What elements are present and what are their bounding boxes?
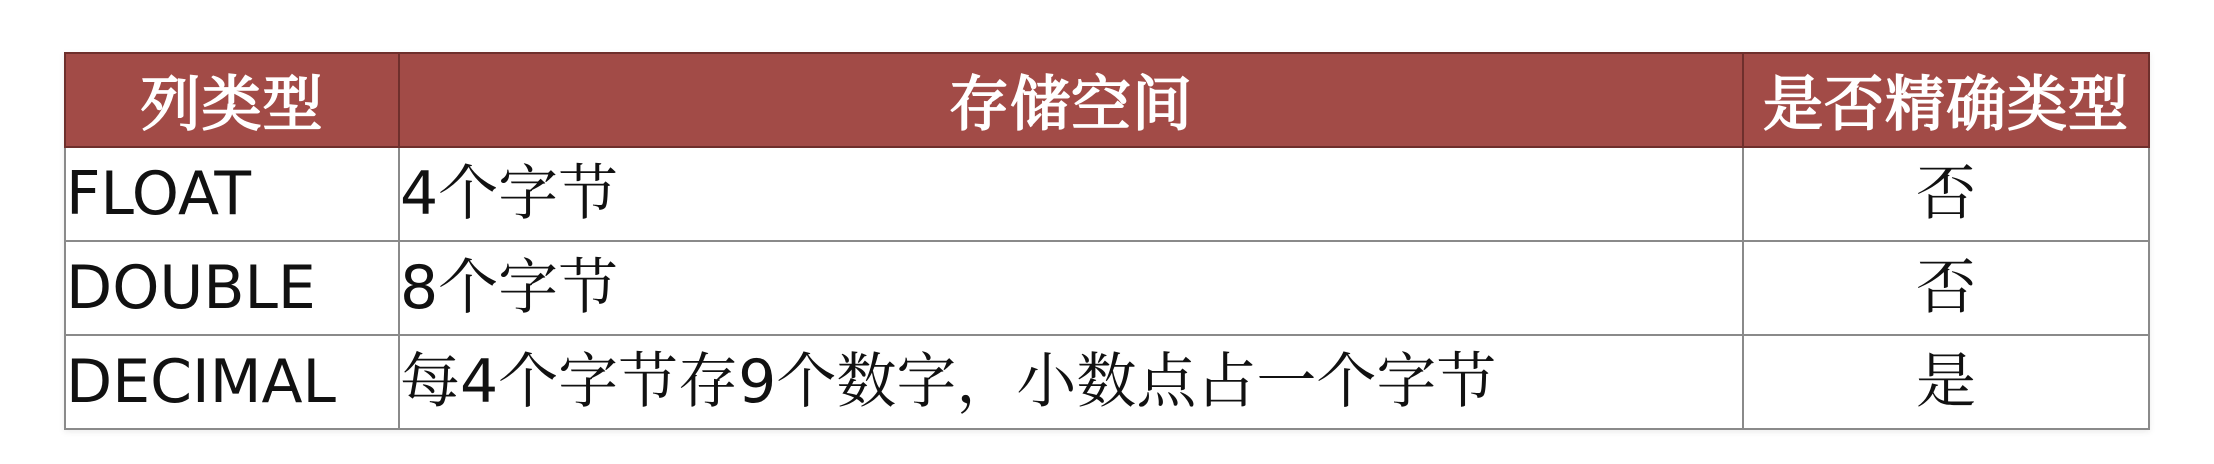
cell-exact: 否 bbox=[1743, 147, 2149, 241]
header-column-type: 列类型 bbox=[65, 53, 399, 147]
table-row bbox=[65, 147, 2149, 241]
header-row bbox=[65, 53, 2149, 147]
header-is-exact-type: 是否精确类型 bbox=[1743, 53, 2149, 147]
data-type-table-container bbox=[64, 52, 2148, 430]
cell-storage: 8个字节 bbox=[399, 241, 1743, 335]
cell-exact: 是 bbox=[1743, 335, 2149, 429]
cell-exact: 否 bbox=[1743, 241, 2149, 335]
header-storage-space: 存储空间 bbox=[399, 53, 1743, 147]
cell-type: FLOAT bbox=[65, 147, 399, 241]
cell-storage: 每4个字节存9个数字，小数点占一个字节 bbox=[399, 335, 1743, 429]
cell-type: DECIMAL bbox=[65, 335, 399, 429]
table-body bbox=[65, 147, 2149, 429]
table-row bbox=[65, 335, 2149, 429]
table-row bbox=[65, 241, 2149, 335]
cell-type: DOUBLE bbox=[65, 241, 399, 335]
cell-storage: 4个字节 bbox=[399, 147, 1743, 241]
data-type-table bbox=[64, 52, 2150, 430]
table-header bbox=[65, 53, 2149, 147]
